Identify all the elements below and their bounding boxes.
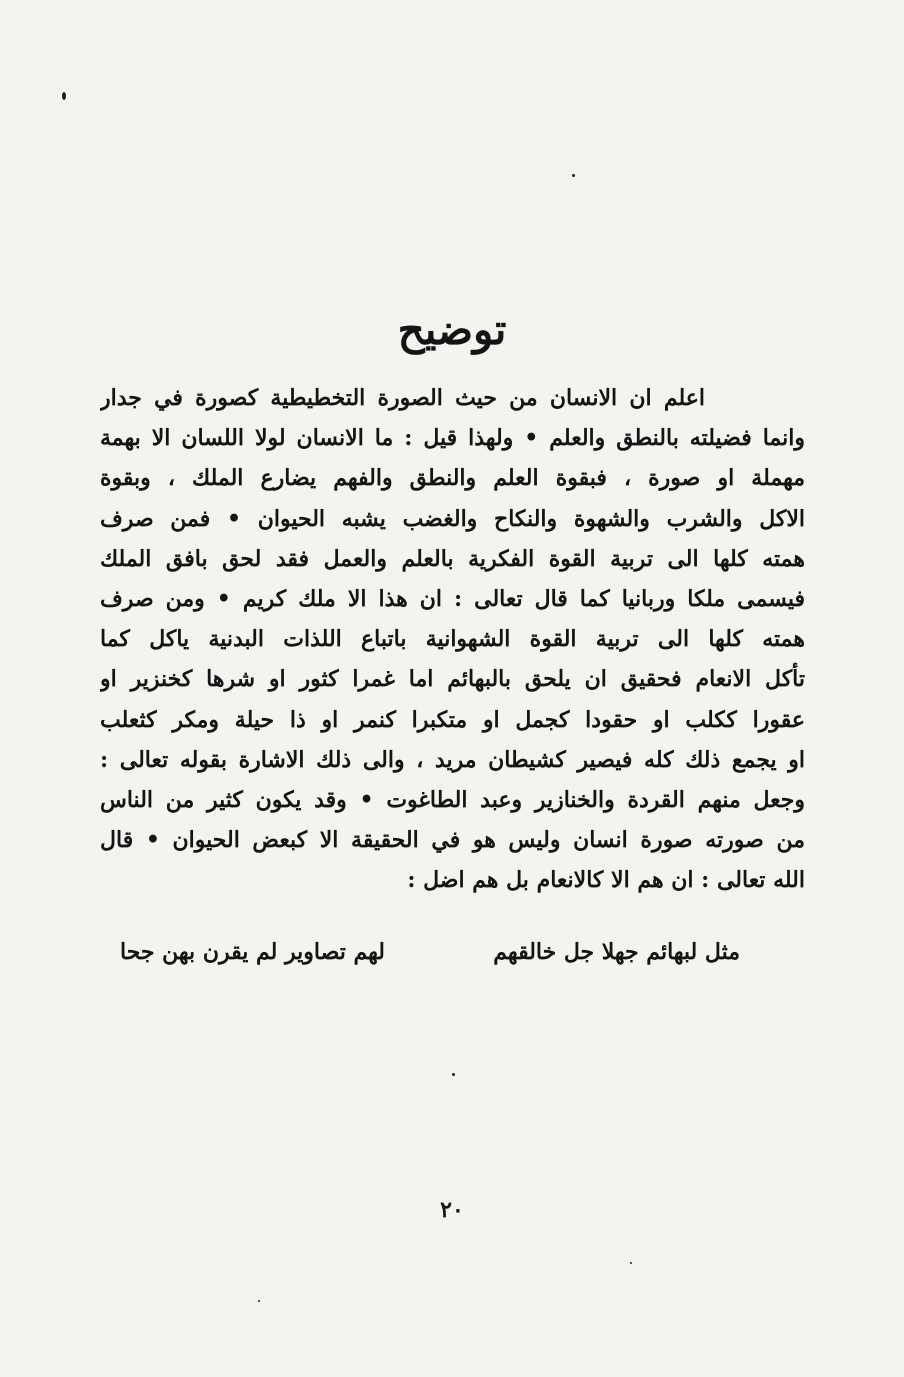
paragraph-line: فيسمى ملكا وربانيا كما قال تعالى : ان هذا الا ملك كريم • ومن صرف [100,585,805,612]
poetry-verse [120,932,740,972]
paragraph-line: وانما فضيلته بالنطق والعلم • ولهذا قيل : ما الانسان لولا اللسان الا بهمة [100,425,805,452]
body-paragraph [100,378,805,900]
paragraph-line: تأكل الانعام فحقيق ان يلحق بالبهائم اما غمرا كثور او شرها كخنزير او [100,666,805,693]
ink-speck [62,92,66,100]
paragraph-line: الله تعالى : ان هم الا كالانعام بل هم اضل : [407,867,805,894]
paragraph-line: همته كلها الى تربية القوة الشهوانية باتباع اللذات البدنية ياكل كما [100,626,805,653]
ink-speck [452,1073,455,1076]
paragraph-line: مهملة او صورة ، فبقوة العلم والنطق والفهم يضارع الملك ، وبقوة [100,465,805,492]
paragraph-line: او يجمع ذلك كله فيصير كشيطان مريد ، والى ذلك الاشارة بقوله تعالى : [100,746,805,773]
verse-first-hemistich: مثل لبهائم جهلا جل خالقهم [493,939,740,965]
ink-speck [258,1300,260,1302]
paragraph-line: الاكل والشرب والشهوة والنكاح والغضب يشبه الحيوان • فمن صرف [100,505,805,532]
paragraph-line: همته كلها الى تربية القوة الفكرية بالعلم والعمل فقد لحق بافق الملك [100,545,805,572]
paragraph-line: عقورا ككلب او حقودا كجمل او متكبرا كنمر او ذا حيلة ومكر كثعلب [100,706,805,733]
page-number: ٢٠ [440,1197,464,1223]
paragraph-line: وجعل منهم القردة والخنازير وعبد الطاغوت • وقد يكون كثير من الناس [100,786,805,813]
paragraph-line: اعلم ان الانسان من حيث الصورة التخطيطية كصورة في جدار [100,385,705,411]
paragraph-line: من صورته صورة انسان وليس هو في الحقيقة الا كبعض الحيوان • قال [100,827,805,854]
ink-speck [572,174,575,177]
page-title: توضيح [397,305,507,354]
ink-speck [630,1262,632,1264]
verse-second-hemistich: لهم تصاوير لم يقرن بهن جحا [120,939,385,965]
